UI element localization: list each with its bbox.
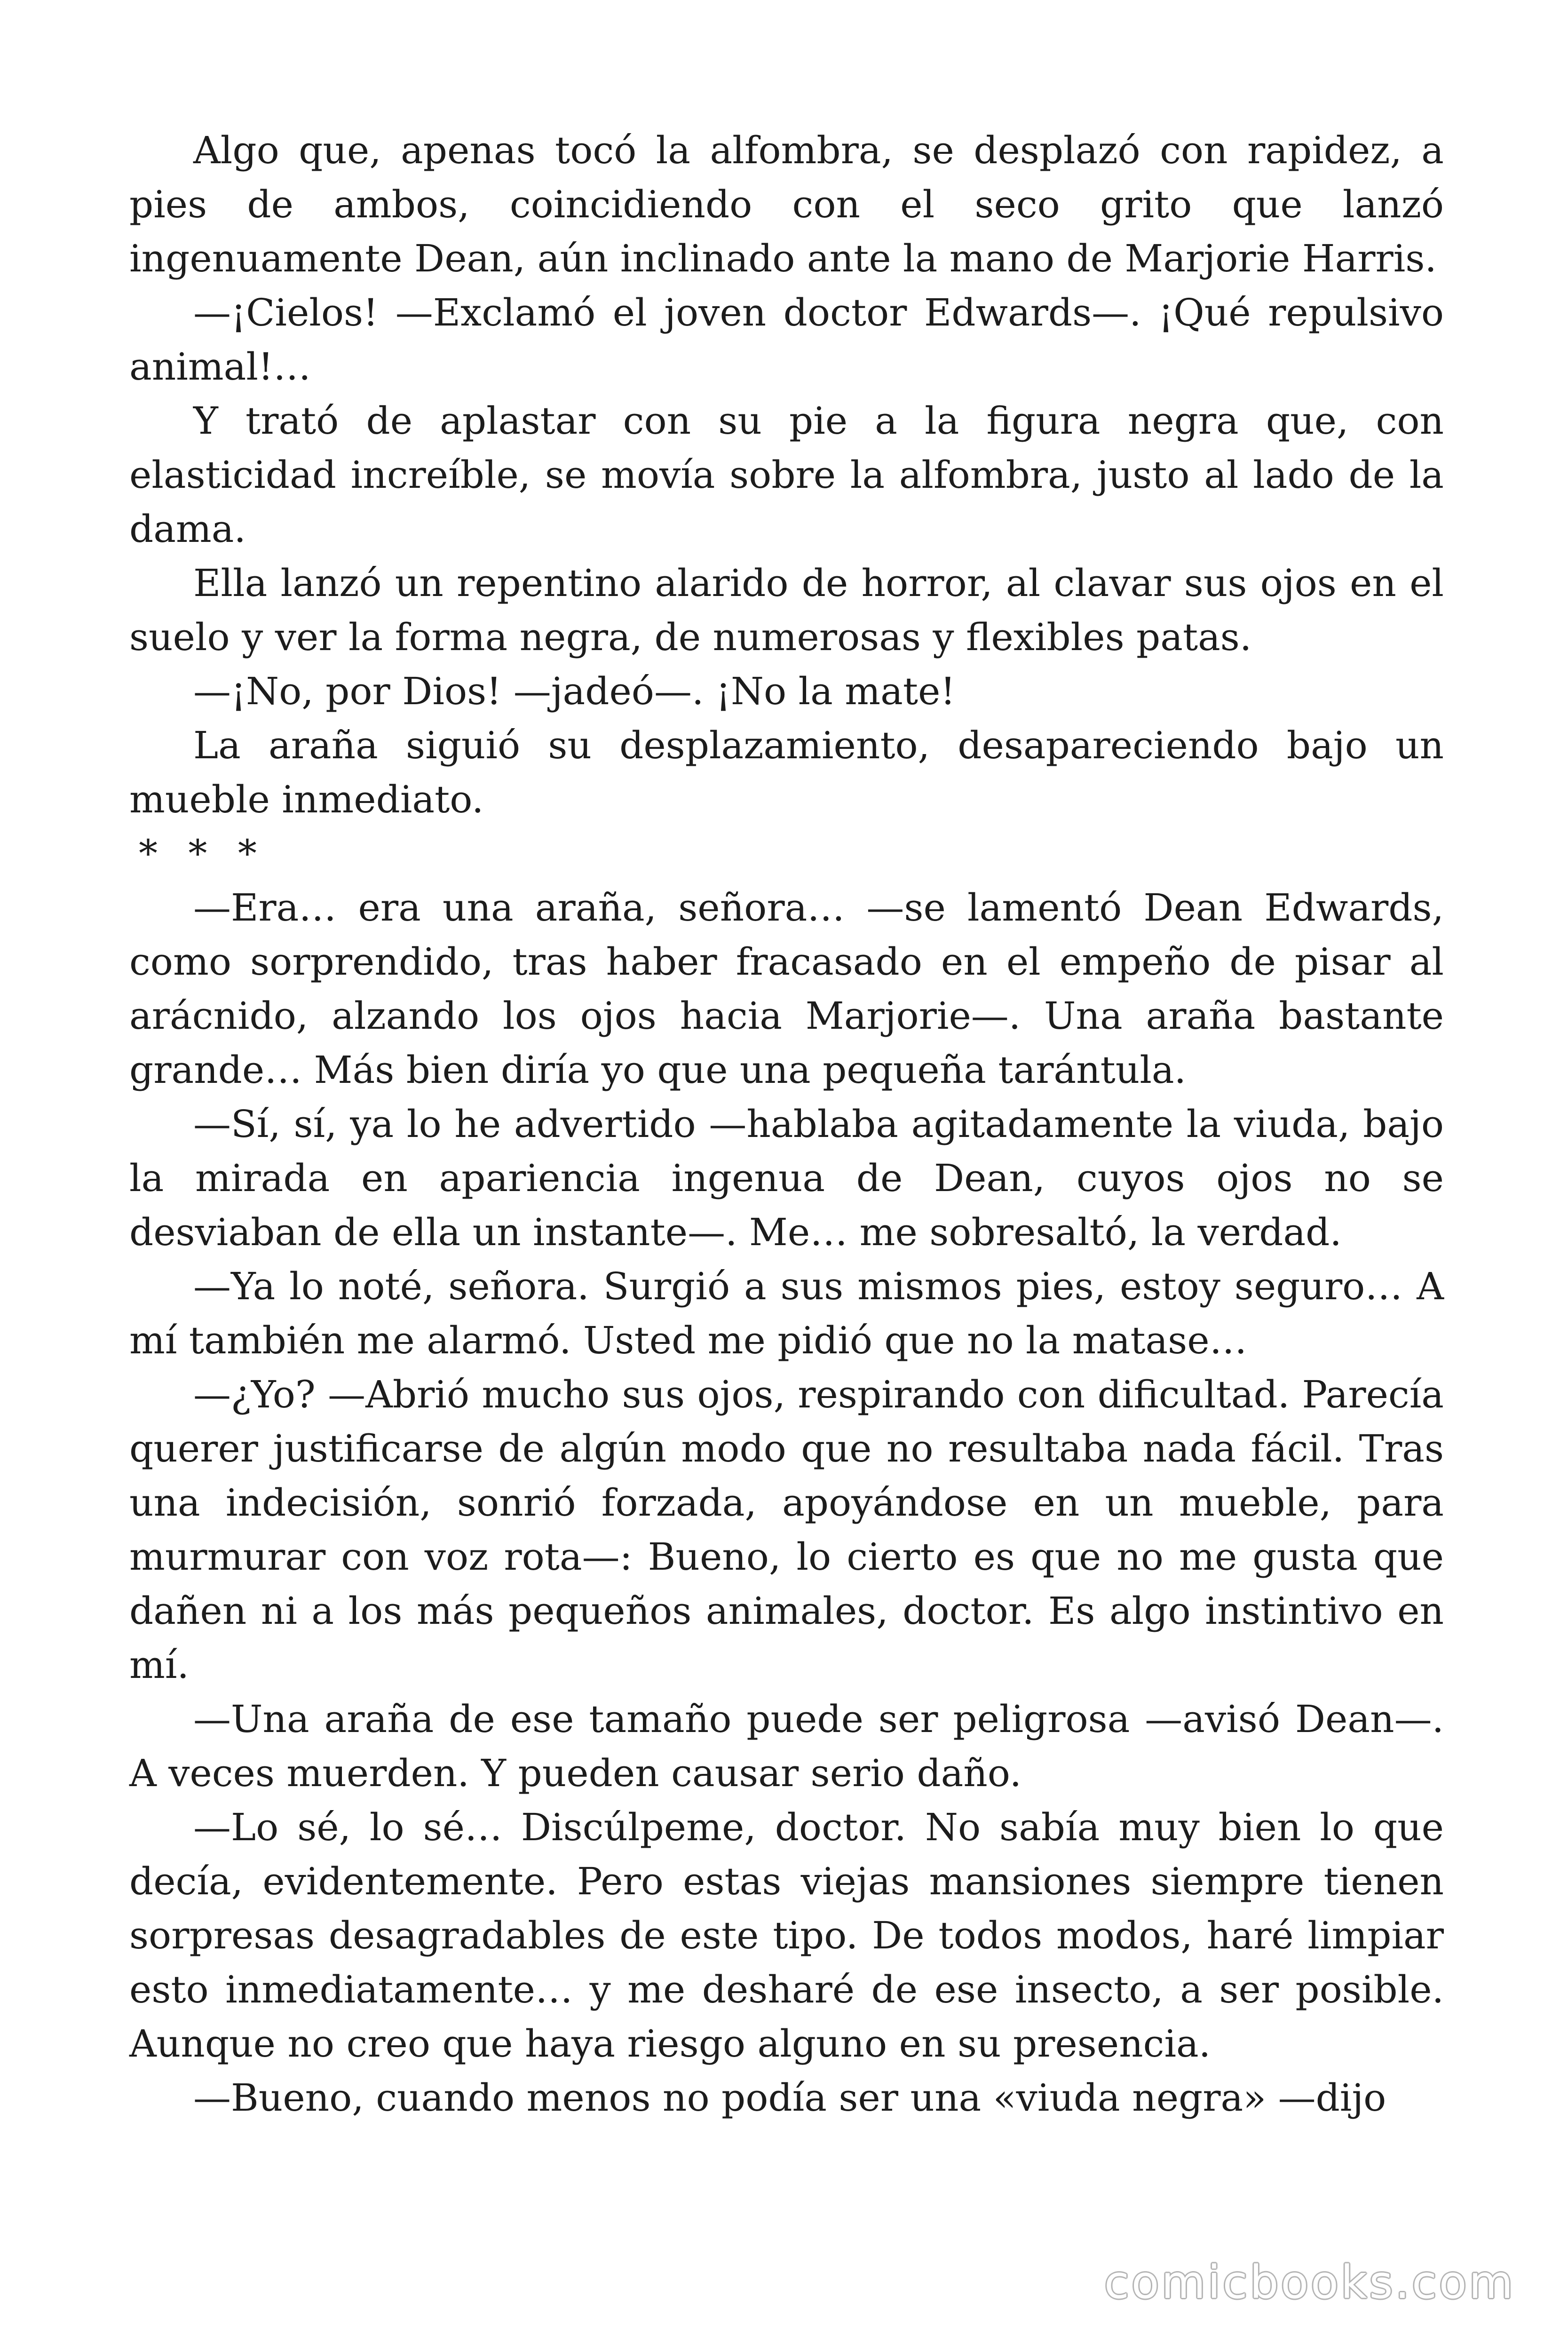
paragraph: —Bueno, cuando menos no podía ser una «viuda negra» —dijo xyxy=(193,2076,1386,2120)
paragraph: Algo que, apenas tocó la alfombra, se desplazó con rapidez, a pies de ambos, coincidiendo con el seco grito que lanzó ingenuamente Dean, aún inclinado ante la mano de Marjorie Harris. xyxy=(129,128,1444,280)
paragraph: —Una araña de ese tamaño puede ser peligrosa —avisó Dean—. A veces muerden. Y pueden causar serio daño. xyxy=(129,1697,1444,1795)
section-break: * * * xyxy=(139,832,266,875)
paragraph: La araña siguió su desplazamiento, desapareciendo bajo un mueble inmediato. xyxy=(129,723,1444,821)
paragraph: —¡Cielos! —Exclamó el joven doctor Edwards—. ¡Qué repulsivo animal!… xyxy=(129,291,1444,389)
paragraph: —Sí, sí, ya lo he advertido —hablaba agitadamente la viuda, bajo la mirada en apariencia ingenua de Dean, cuyos ojos no se desviaban de ella un instante—. Me… me sobresaltó, la verdad. xyxy=(129,1102,1444,1254)
paragraph: —Ya lo noté, señora. Surgió a sus mismos pies, estoy seguro… A mí también me alarmó. Usted me pidió que no la matase… xyxy=(129,1264,1444,1362)
book-page xyxy=(129,123,1444,2125)
paragraph: —¿Yo? —Abrió mucho sus ojos, respirando con dificultad. Parecía querer justificarse de algún modo que no resultaba nada fácil. Tras una indecisión, sonrió forzada, apoyándose en un mueble, para murmurar con voz rota—: Bueno, lo cierto es que no me gusta que dañen ni a los más pequeños animales, doctor. Es algo instintivo en mí. xyxy=(129,1373,1444,1687)
paragraph: Y trató de aplastar con su pie a la figura negra que, con elasticidad increíble, se movía sobre la alfombra, justo al lado de la dama. xyxy=(129,399,1444,551)
paragraph: —Era… era una araña, señora… —se lamentó Dean Edwards, como sorprendido, tras haber fracasado en el empeño de pisar al arácnido, alzando los ojos hacia Marjorie—. Una araña bastante grande… Más bien diría yo que una pequeña tarántula. xyxy=(129,886,1444,1092)
paragraph: Ella lanzó un repentino alarido de horror, al clavar sus ojos en el suelo y ver la forma negra, de numerosas y flexibles patas. xyxy=(129,561,1444,659)
watermark: comicbooks.com xyxy=(1104,2256,1515,2309)
paragraph: —¡No, por Dios! —jadeó—. ¡No la mate! xyxy=(193,669,956,713)
paragraph: —Lo sé, lo sé… Discúlpeme, doctor. No sabía muy bien lo que decía, evidentemente. Pero estas viejas mansiones siempre tienen sorpresas desagradables de este tipo. De todos modos, haré limpiar esto inmediatamente… y me desharé de ese insecto, a ser posible. Aunque no creo que haya riesgo alguno en su presencia. xyxy=(129,1805,1444,2066)
